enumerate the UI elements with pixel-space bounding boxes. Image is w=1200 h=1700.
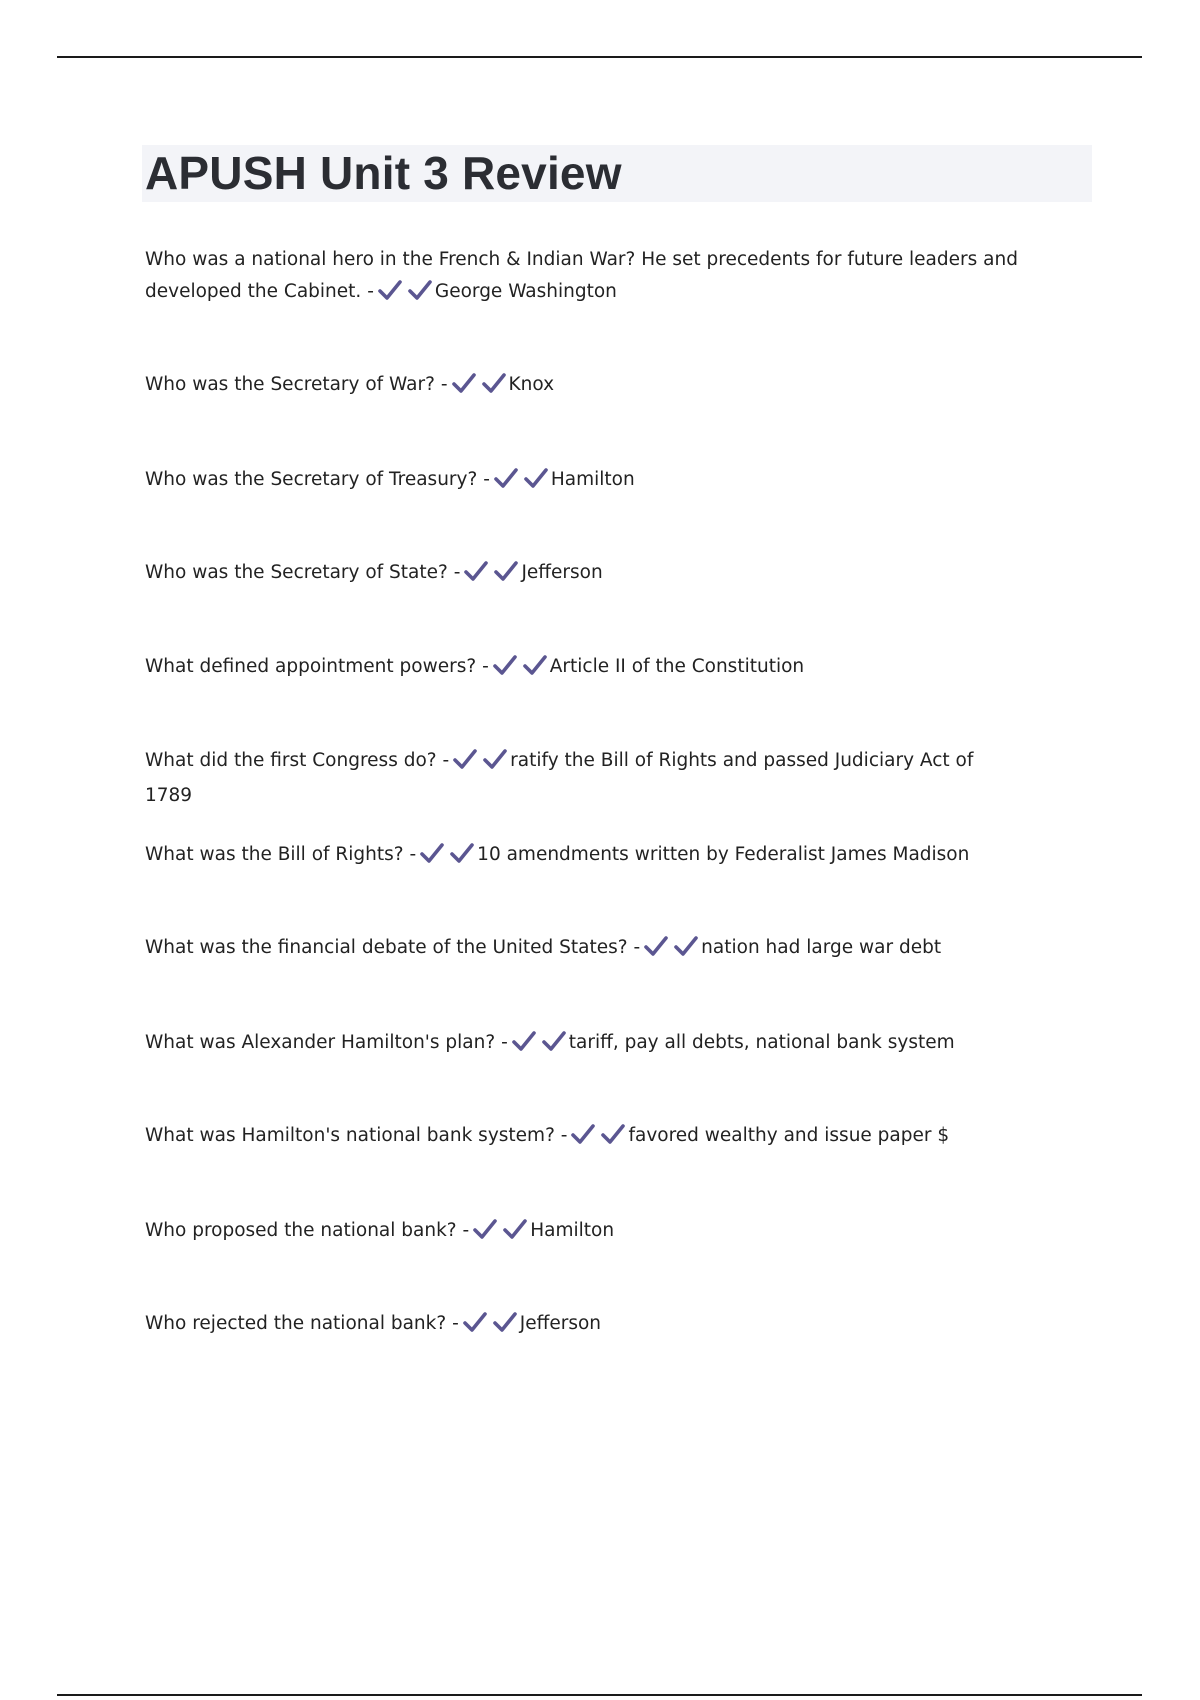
answer-text: favored wealthy and issue paper $ xyxy=(628,1125,950,1146)
answer-text: Jefferson xyxy=(519,1313,602,1334)
answer-text: tariff, pay all debts, national bank system xyxy=(568,1032,955,1053)
qa-item xyxy=(145,651,1025,686)
question-text: What did the first Congress do? xyxy=(145,750,437,771)
check-icon xyxy=(483,749,507,769)
separator: - xyxy=(462,1220,470,1241)
check-icon xyxy=(482,373,506,393)
qa-item xyxy=(145,1308,1025,1343)
answer-text: Jefferson xyxy=(521,562,603,583)
check-pair xyxy=(494,467,548,499)
check-pair xyxy=(453,748,507,780)
separator: - xyxy=(453,562,461,583)
question-text: Who was the Secretary of Treasury? xyxy=(145,469,478,490)
check-pair xyxy=(493,654,547,686)
question-text: What was the financial debate of the United States? xyxy=(145,937,628,958)
check-icon xyxy=(503,1219,527,1239)
question-text: Who rejected the national bank? xyxy=(145,1313,447,1334)
answer-text: George Washington xyxy=(434,281,617,302)
question-text: Who was the Secretary of War? xyxy=(145,374,435,395)
qa-item xyxy=(145,839,1025,874)
question-text: Who was a national hero in the French & Indian War? He set precedents for future leaders and developed the Cabinet. xyxy=(145,249,1018,302)
check-icon xyxy=(473,1219,497,1239)
qa-item xyxy=(145,557,1025,592)
check-icon xyxy=(464,561,488,581)
bottom-rule xyxy=(57,1694,1142,1696)
check-icon xyxy=(420,843,444,863)
qa-item xyxy=(145,745,1025,812)
answer-text: Article II of the Constitution xyxy=(549,656,805,677)
separator: - xyxy=(442,750,450,771)
check-icon xyxy=(453,749,477,769)
question-text: What was Alexander Hamilton's plan? xyxy=(145,1032,496,1053)
check-icon xyxy=(542,1031,566,1051)
check-pair xyxy=(378,279,432,311)
qa-item xyxy=(145,1215,1025,1250)
check-pair xyxy=(571,1123,625,1155)
top-rule xyxy=(57,56,1142,58)
separator: - xyxy=(409,844,417,865)
separator: - xyxy=(483,469,490,490)
separator: - xyxy=(560,1125,568,1146)
check-icon xyxy=(512,1031,536,1051)
qa-item xyxy=(145,369,1025,404)
check-icon xyxy=(493,1312,517,1332)
answer-text: Hamilton xyxy=(550,469,635,490)
check-icon xyxy=(523,655,547,675)
check-icon xyxy=(601,1124,625,1144)
check-icon xyxy=(493,655,517,675)
question-text: Who proposed the national bank? xyxy=(145,1220,457,1241)
check-pair xyxy=(452,372,506,404)
separator: - xyxy=(440,374,448,395)
qa-item xyxy=(145,464,1025,499)
check-pair xyxy=(473,1218,527,1250)
question-text: What defined appointment powers? xyxy=(145,656,477,677)
check-icon xyxy=(571,1124,595,1144)
question-text: What was Hamilton's national bank system? xyxy=(145,1125,555,1146)
check-icon xyxy=(378,280,402,300)
check-icon xyxy=(494,468,518,488)
qa-item xyxy=(145,244,1025,311)
separator: - xyxy=(482,656,489,677)
qa-item xyxy=(145,932,1025,967)
check-icon xyxy=(494,561,518,581)
check-icon xyxy=(452,373,476,393)
qa-item xyxy=(145,1027,1025,1062)
check-pair xyxy=(644,935,698,967)
check-pair xyxy=(463,1311,517,1343)
check-pair xyxy=(464,560,518,592)
separator: - xyxy=(452,1313,459,1334)
check-icon xyxy=(408,280,432,300)
separator: - xyxy=(501,1032,508,1053)
answer-text: 10 amendments written by Federalist James Madison xyxy=(477,844,970,865)
check-icon xyxy=(524,468,548,488)
check-icon xyxy=(644,936,668,956)
check-icon xyxy=(463,1312,487,1332)
answer-text: Hamilton xyxy=(530,1220,615,1241)
page-title: APUSH Unit 3 Review xyxy=(145,147,622,199)
answer-text: ratify the Bill of Rights and passed Judiciary Act of 1789 xyxy=(145,750,974,806)
separator: - xyxy=(367,281,374,302)
qa-item xyxy=(145,1120,1025,1155)
answer-text: Knox xyxy=(508,374,555,395)
question-text: Who was the Secretary of State? xyxy=(145,562,448,583)
check-pair xyxy=(512,1030,566,1062)
check-pair xyxy=(420,842,474,874)
separator: - xyxy=(633,937,641,958)
question-text: What was the Bill of Rights? xyxy=(145,844,404,865)
check-icon xyxy=(450,843,474,863)
check-icon xyxy=(674,936,698,956)
answer-text: nation had large war debt xyxy=(701,937,942,958)
